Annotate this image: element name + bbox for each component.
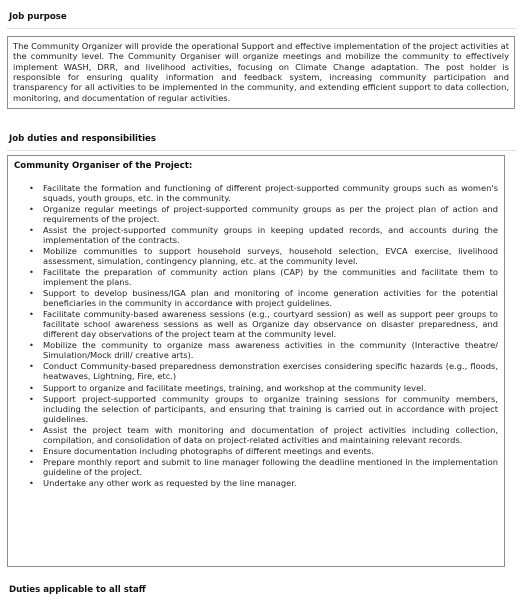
- section-divider: [7, 28, 517, 29]
- duty-item: • Facilitate community-based awareness sessions (e.g., courtyard session) as well as support peer groups to facilitate school awareness sessions as well as Organize day observance on disaster preparedness, and different day observations of the project team at the community level.: [43, 310, 498, 340]
- duty-item: • Mobilize communities to support household surveys, household selection, EVCA exercise, livelihood assessment, simulation, contingency planning, etc. at the community level.: [43, 247, 498, 267]
- job-purpose-box: [7, 36, 515, 109]
- duty-item: • Support to organize and facilitate meetings, training, and workshop at the community level.: [43, 384, 498, 394]
- duty-item: • Assist the project team with monitoring and documentation of project activities including collection, compilation, and consolidation of data on project-related activities and maintaining relevant records.: [43, 426, 498, 446]
- duty-item: • Prepare monthly report and submit to line manager following the deadline mentioned in the implementation guideline of the project.: [43, 458, 498, 478]
- duty-item: • Conduct Community-based preparedness demonstration exercises considering specific hazards (e.g., floods, heatwaves, Lightning, Fire, etc.): [43, 362, 498, 382]
- job-duties-box: [7, 155, 505, 567]
- duty-item: • Mobilize the community to organize mass awareness activities in the community (Interactive theatre/ Simulation/Mock drill/ creative arts).: [43, 341, 498, 361]
- duty-item: • Support to develop business/IGA plan and monitoring of income generation activities for the potential beneficiaries in the community in accordance with project guidelines.: [43, 289, 498, 309]
- job-purpose-text: The Community Organizer will provide the operational Support and effective implementation of the project activities at the community level. The Community Organiser will organize meetings and mobilize the community to effectively implement WASH, DRR, and livelihood activities, focusing on Climate Change adaptation. The post holder is responsible for ensuring quality information and feedback system, increasing community participation and transparency for all activities to be implemented in the community, and extending efficient support to data collection, monitoring, and documentation of regular activities.: [13, 41, 509, 103]
- duties-box-title: Community Organiser of the Project:: [14, 161, 193, 171]
- duties-list: [14, 184, 498, 489]
- duty-item: • Ensure documentation including photographs of different meetings and events.: [43, 447, 498, 457]
- duty-item: • Facilitate the preparation of community action plans (CAP) by the communities and facilitate them to implement the plans.: [43, 268, 498, 288]
- job-duties-heading: Job duties and responsibilities: [9, 134, 156, 144]
- duty-item: • Facilitate the formation and functioning of different project-supported community groups such as women's squads, youth groups, etc. in the community.: [43, 184, 498, 204]
- job-purpose-heading: Job purpose: [9, 12, 67, 22]
- duty-item: • Assist the project-supported community groups in keeping updated records, and accounts during the implementation of the contracts.: [43, 226, 498, 246]
- section-divider: [7, 150, 517, 151]
- all-staff-duties-heading: Duties applicable to all staff: [9, 585, 146, 595]
- duty-item: • Undertake any other work as requested by the line manager.: [43, 479, 498, 489]
- duty-item: • Support project-supported community groups to organize training sessions for community members, including the selection of participants, and ensuring that training is carried out in accordance with project guidelines.: [43, 395, 498, 425]
- duty-item: • Organize regular meetings of project-supported community groups as per the project plan of action and requirements of the project.: [43, 205, 498, 225]
